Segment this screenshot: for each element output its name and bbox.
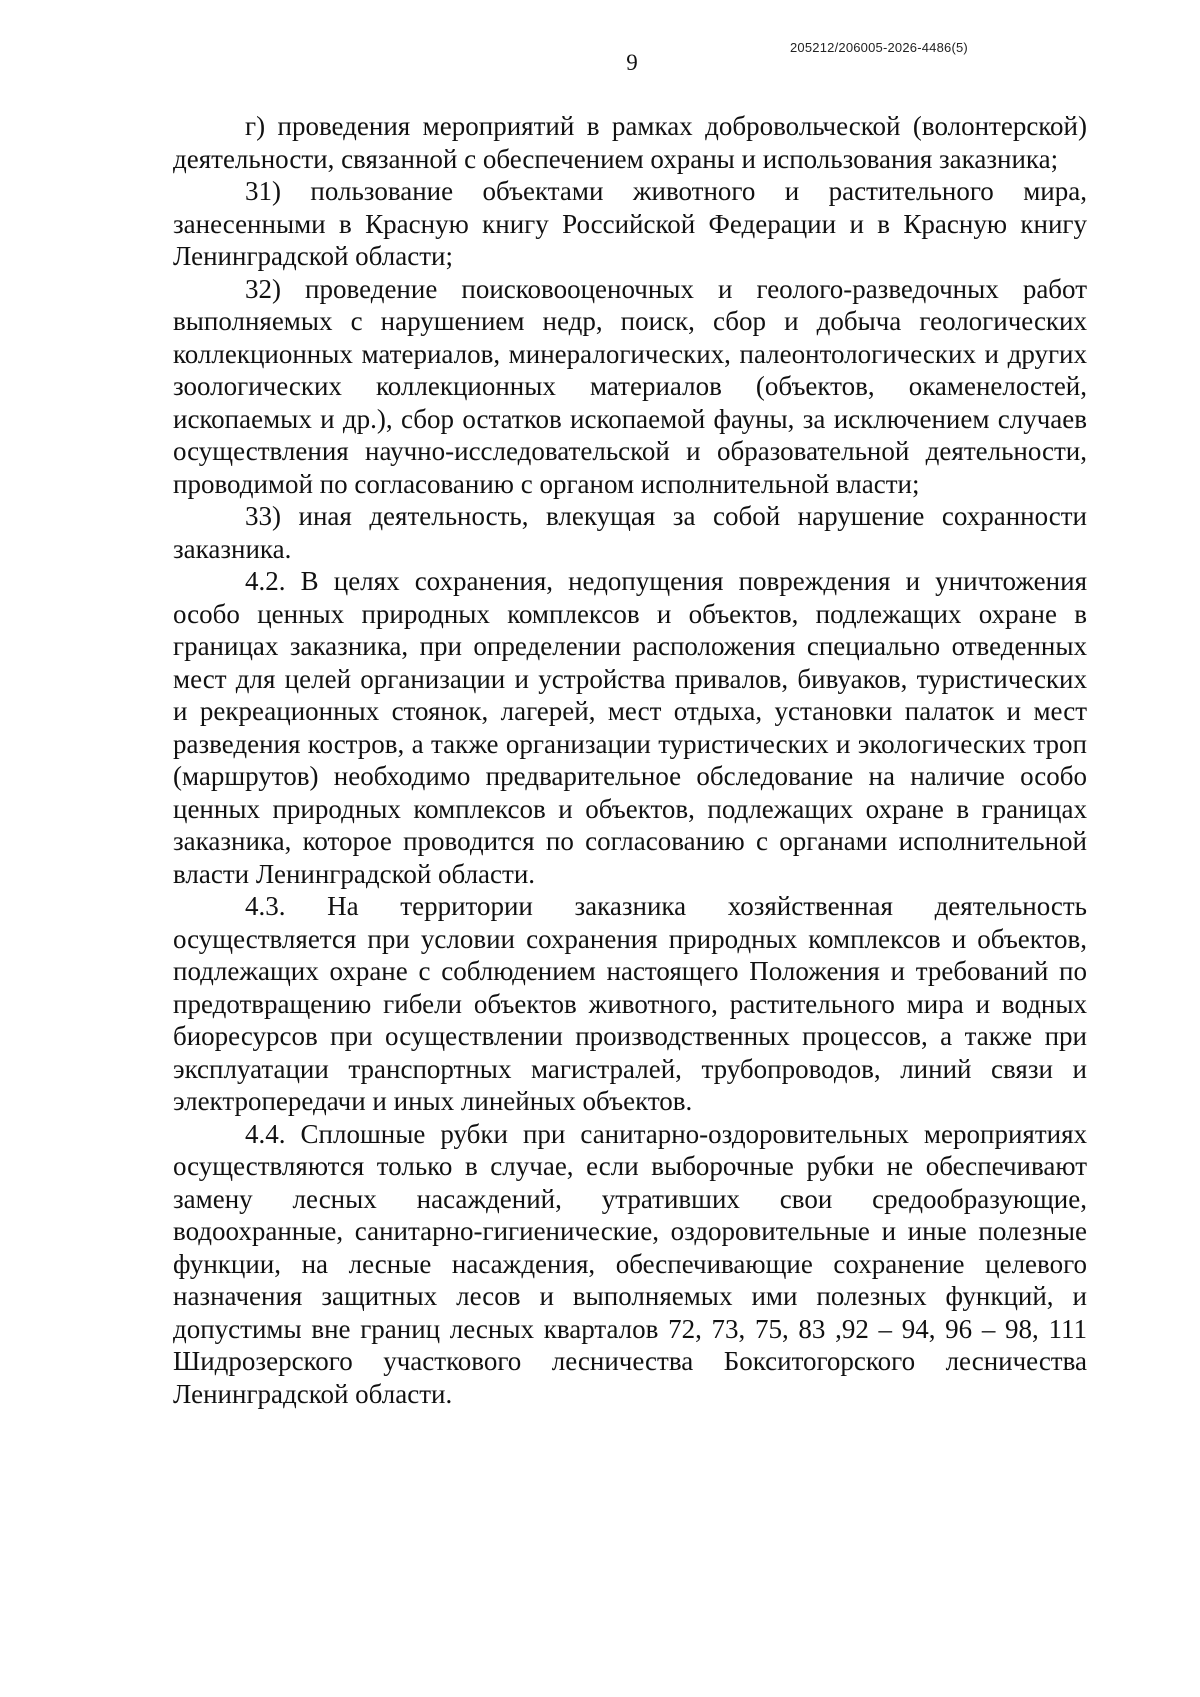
paragraph-item-33: 33) иная деятельность, влекущая за собой нарушение сохранности заказника. <box>173 501 1087 564</box>
paragraph-item-g: г) проведения мероприятий в рамках добровольческой (волонтерской) деятельности, связанной с обеспечением охраны и использования заказника; <box>173 111 1087 174</box>
document-body <box>173 110 1087 1410</box>
paragraph-section-4-4: 4.4. Сплошные рубки при санитарно-оздоровительных мероприятиях осуществляются только в случае, если выборочные рубки не обеспечивают замену лесных насаждений, утративших свои средообразующие, водоохранные, санитарно-гигиенические, оздоровительные и иные полезные функции, на лесные насаждения, обеспечивающие сохранение целевого назначения защитных лесов и выполняемых ими полезных функций, и допустимы вне границ лесных кварталов 72, 73, 75, 83 ,92 – 94, 96 – 98, 111 Шидрозерского участкового лесничества Бокситогорского лесничества Ленинградской области. <box>173 1118 1087 1409</box>
paragraph-section-4-3: 4.3. На территории заказника хозяйственная деятельность осуществляется при условии сохранения природных комплексов и объектов, подлежащих охране с соблюдением настоящего Положения и требований по предотвращению гибели объектов животного, растительного мира и водных биоресурсов при осуществлении производственных процессов, а также при эксплуатации транспортных магистралей, трубопроводов, линий связи и электропередачи и иных линейных объектов. <box>173 891 1087 1116</box>
paragraph-section-4-2: 4.2. В целях сохранения, недопущения повреждения и уничтожения особо ценных природных комплексов и объектов, подлежащих охране в границах заказника, при определении расположения специально отведенных мест для целей организации и устройства привалов, бивуаков, туристических и рекреационных стоянок, лагерей, мест отдыха, установки палаток и мест разведения костров, а также организации туристических и экологических троп (маршрутов) необходимо предварительное обследование на наличие особо ценных природных комплексов и объектов, подлежащих охране в границах заказника, которое проводится по согласованию с органами исполнительной власти Ленинградской области. <box>173 566 1087 889</box>
page-number: 9 <box>626 50 638 75</box>
paragraph-item-31: 31) пользование объектами животного и растительного мира, занесенными в Красную книгу Российской Федерации и в Красную книгу Ленинградской области; <box>173 176 1087 271</box>
document-id: 205212/206005-2026-4486(5) <box>790 40 968 55</box>
paragraph-item-32: 32) проведение поисковооценочных и геолого-разведочных работ выполняемых с нарушением недр, поиск, сбор и добыча геологических коллекционных материалов, минералогических, палеонтологических и других зоологических коллекционных материалов (объектов, окаменелостей, ископаемых и др.), сбор остатков ископаемой фауны, за исключением случаев осуществления научно-исследовательской и образовательной деятельности, проводимой по согласованию с органом исполнительной власти; <box>173 273 1087 499</box>
